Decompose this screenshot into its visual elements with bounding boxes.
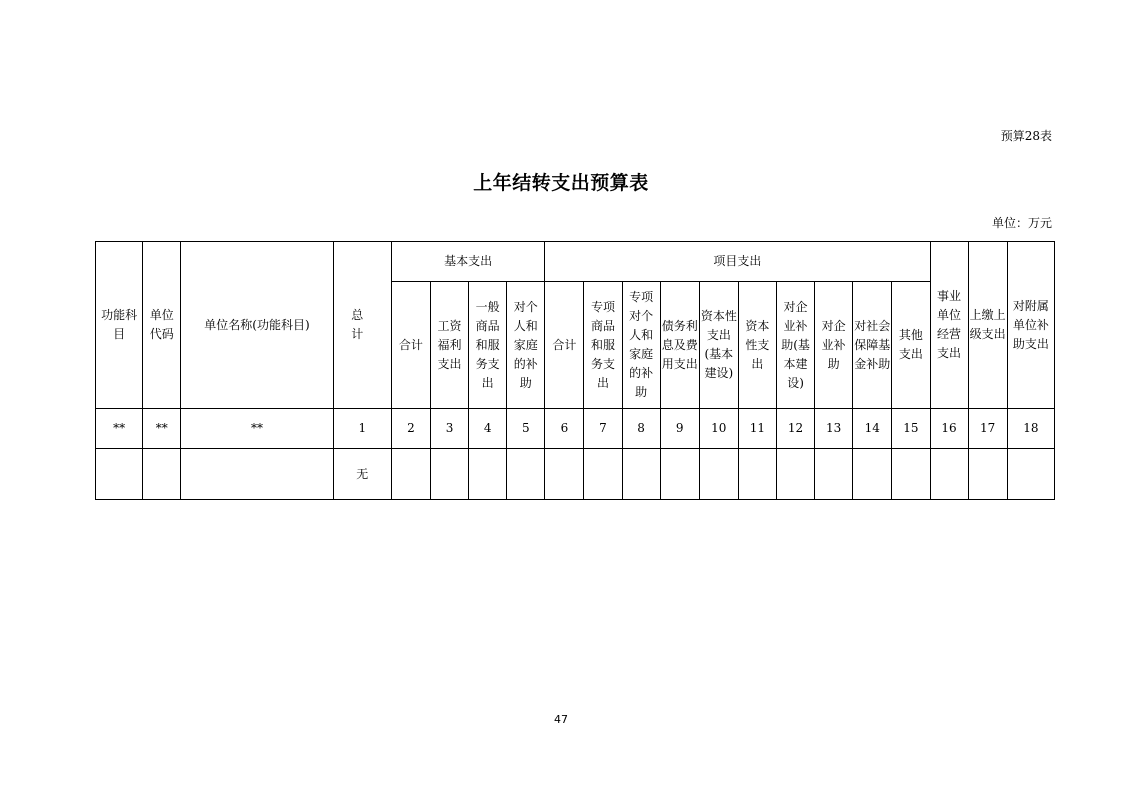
header-project-individual: 专项对个人和家庭的补助 [622,282,660,409]
data-cell [930,449,968,500]
table-number: 预算28表 [1000,129,1052,143]
header-basic-group: 基本支出 [391,242,544,282]
header-func-subject: 功能科目 [96,242,143,409]
data-cell [545,449,584,500]
index-cell: 12 [776,409,814,449]
index-cell: 2 [391,409,430,449]
data-cell [507,449,545,500]
page-number: 47 [554,713,568,726]
index-cell: 10 [699,409,738,449]
header-project-other: 其他支出 [892,282,930,409]
header-project-goods: 专项商品和服务支出 [584,282,622,409]
index-cell: 15 [892,409,930,449]
page-title: 上年结转支出预算表 [473,172,649,194]
index-cell: 13 [815,409,853,449]
data-cell [892,449,930,500]
index-cell: ** [143,409,181,449]
data-cell [469,449,507,500]
header-project-social-security: 对社会保障基金补助 [853,282,892,409]
index-cell: 3 [430,409,468,449]
data-cell [622,449,660,500]
index-cell: 6 [545,409,584,449]
header-unit-name: 单位名称(功能科目) [181,242,333,409]
index-cell: 8 [622,409,660,449]
data-cell [584,449,622,500]
data-cell [143,449,181,500]
data-total-cell: 无 [333,449,391,500]
header-basic-individual: 对个人和家庭的补助 [507,282,545,409]
index-cell: 9 [660,409,699,449]
header-project-enterprise-construction: 对企业补助(基本建设) [776,282,814,409]
data-cell [853,449,892,500]
header-project-group: 项目支出 [545,242,930,282]
index-cell: ** [96,409,143,449]
header-business: 事业单位经营支出 [930,242,968,409]
header-project-capital-construction: 资本性支出(基本建设) [699,282,738,409]
data-cell [430,449,468,500]
data-cell [660,449,699,500]
index-cell: 14 [853,409,892,449]
header-total: 总 计 [333,242,391,409]
header-project-enterprise: 对企业补助 [815,282,853,409]
data-cell [815,449,853,500]
data-cell [776,449,814,500]
index-cell: 18 [1007,409,1054,449]
header-project-debt: 债务利息及费用支出 [660,282,699,409]
data-cell [968,449,1007,500]
header-superior: 上缴上级支出 [968,242,1007,409]
header-subsidiary: 对附属单位补助支出 [1007,242,1054,409]
unit-label: 单位：万元 [991,216,1052,230]
data-cell [738,449,776,500]
data-cell [96,449,143,500]
budget-table [95,241,1055,500]
index-cell: 5 [507,409,545,449]
index-cell: 4 [469,409,507,449]
header-unit-code: 单位代码 [143,242,181,409]
index-cell: 11 [738,409,776,449]
index-cell: ** [181,409,333,449]
header-project-capital: 资本性支出 [738,282,776,409]
header-basic-wages: 工资福利支出 [430,282,468,409]
data-cell [391,449,430,500]
data-cell [181,449,333,500]
header-project-total: 合计 [545,282,584,409]
index-cell: 16 [930,409,968,449]
header-basic-total: 合计 [391,282,430,409]
index-cell: 7 [584,409,622,449]
index-cell: 1 [333,409,391,449]
header-basic-goods: 一般商品和服务支出 [469,282,507,409]
index-cell: 17 [968,409,1007,449]
data-cell [699,449,738,500]
data-cell [1007,449,1054,500]
